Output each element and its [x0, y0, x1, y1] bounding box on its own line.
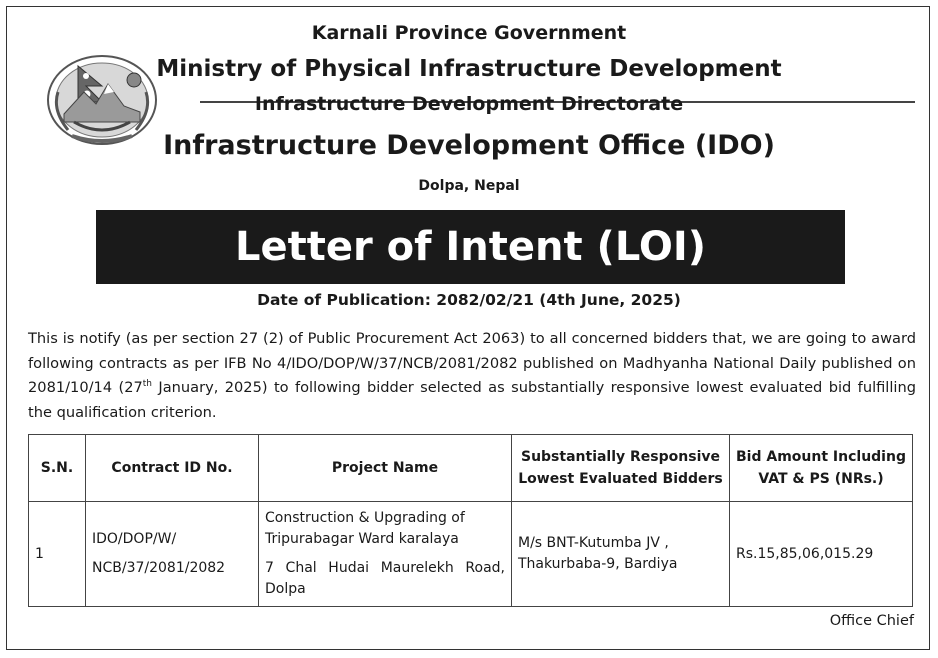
bidder-line2: Thakurbaba-9, Bardiya: [518, 556, 678, 572]
contract-id-line2: NCB/37/2081/2082: [92, 560, 226, 576]
bidder-line1: M/s BNT-Kutumba JV ,: [518, 535, 669, 551]
cell-sn: 1: [29, 502, 86, 607]
award-table: [28, 434, 913, 607]
office-name: Infrastructure Development Office (IDO): [163, 130, 775, 161]
cell-bidder: [512, 502, 730, 607]
project-line2: 7 Chal Hudai Maurelekh Road, Dolpa: [265, 560, 505, 597]
ministry-name: Ministry of Physical Infrastructure Development: [156, 56, 782, 82]
cell-project-name: [259, 502, 512, 607]
notice-paragraph: [28, 327, 916, 425]
notice-text-part1: This is notify (as per section 27 (2) of Public Procurement Act 2063) to all concerned bidders that, we are going to award following contracts as per IFB No 4/IDO/DOP/W/37/NCB/2081/2082 published on Madhyanha National Daily published on 2081/10/14 (27: [28, 330, 916, 396]
header-bid-amount: Bid Amount Including VAT & PS (NRs.): [730, 435, 913, 502]
province-name: Karnali Province Government: [311, 22, 627, 44]
notice-text-part2: January, 2025) to following bidder selected as substantially responsive lowest evaluated bid fulfilling the qualification criterion.: [28, 379, 916, 421]
header-contract-id: Contract ID No.: [86, 435, 259, 502]
table-header-row: [29, 435, 913, 502]
signatory-title: Office Chief: [829, 613, 914, 629]
contract-id-line1: IDO/DOP/W/: [92, 531, 177, 547]
header-sn: S.N.: [29, 435, 86, 502]
header-bidders: Substantially Responsive Lowest Evaluated Bidders: [512, 435, 730, 502]
notice-superscript: th: [142, 379, 152, 390]
table-row: [29, 502, 913, 607]
office-location: Dolpa, Nepal: [418, 178, 520, 194]
cell-contract-id: [86, 502, 259, 607]
project-line1: Construction & Upgrading of Tripurabagar Ward karalaya: [265, 510, 465, 547]
header-project-name: Project Name: [259, 435, 512, 502]
publication-date: Date of Publication: 2082/02/21 (4th June, 2025): [257, 291, 681, 309]
document-title-banner: Letter of Intent (LOI): [96, 210, 845, 284]
cell-bid-amount: Rs.15,85,06,015.29: [730, 502, 913, 607]
directorate-name: Infrastructure Development Directorate: [254, 93, 684, 115]
